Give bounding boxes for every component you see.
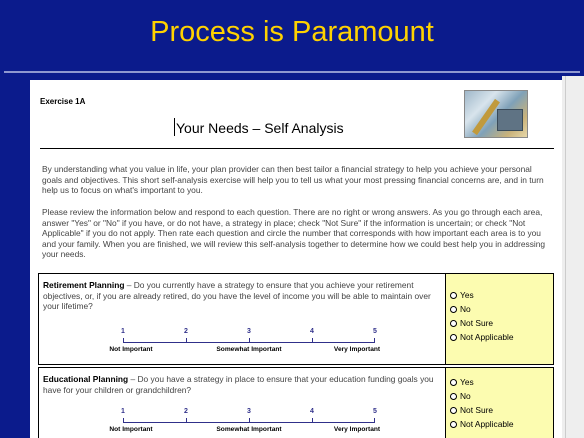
- question-text-cell: [39, 274, 445, 364]
- scale-label-mid: Somewhat Important: [216, 426, 282, 433]
- question-row-education: [38, 367, 554, 438]
- option-label: No: [460, 391, 471, 401]
- option-no[interactable]: [450, 391, 471, 401]
- scale-number[interactable]: 5: [373, 408, 377, 415]
- scale-label-high: Very Important: [333, 346, 381, 353]
- option-label: Not Applicable: [460, 419, 514, 429]
- pen-graphic: [472, 99, 500, 135]
- scale-number[interactable]: 2: [184, 408, 188, 415]
- question-row-retirement: [38, 273, 554, 365]
- side-scroll-strip: [562, 76, 584, 438]
- scale-number[interactable]: 3: [247, 408, 251, 415]
- question-body: – Do you have a strategy in place to ensure that your education funding goals you have for your children or grandchildren?: [43, 374, 434, 395]
- scale-number[interactable]: 5: [373, 328, 377, 335]
- document-page: [30, 80, 562, 438]
- radio-icon[interactable]: [450, 334, 457, 341]
- scale-number[interactable]: 3: [247, 328, 251, 335]
- slide-title-bar: [0, 0, 584, 70]
- scale-tick: [312, 338, 313, 343]
- exercise-label: Exercise 1A: [40, 97, 86, 106]
- option-label: Not Applicable: [460, 332, 514, 342]
- option-label: Not Sure: [460, 405, 494, 415]
- question-text: [43, 374, 441, 395]
- question-heading: Educational Planning: [43, 374, 129, 384]
- scale-tick: [312, 418, 313, 423]
- option-label: Not Sure: [460, 318, 494, 328]
- option-not-applicable[interactable]: [450, 419, 514, 429]
- radio-icon[interactable]: [450, 379, 457, 386]
- radio-icon[interactable]: [450, 393, 457, 400]
- radio-icon[interactable]: [450, 421, 457, 428]
- radio-icon[interactable]: [450, 320, 457, 327]
- document-title: Your Needs – Self Analysis: [176, 120, 344, 136]
- scale-tick: [123, 418, 124, 423]
- intro-paragraph: By understanding what you value in life, your plan provider can then best tailor a financial strategy to help you achieve your personal goals and objectives. This short self-analysis exercise will help you to tell us what your most pressing financial concerns are, and in turn help us to focus on what's important to you.: [42, 164, 544, 196]
- scale-tick: [374, 338, 375, 343]
- scale-tick: [374, 418, 375, 423]
- answer-options-cell: [445, 274, 553, 364]
- finance-image: [464, 90, 528, 138]
- radio-icon[interactable]: [450, 306, 457, 313]
- option-label: No: [460, 304, 471, 314]
- question-text: [43, 280, 441, 312]
- radio-icon[interactable]: [450, 292, 457, 299]
- answer-options-cell: [445, 368, 553, 438]
- importance-scale: [109, 328, 381, 358]
- scale-tick: [186, 418, 187, 423]
- title-underline: [40, 148, 554, 149]
- scale-label-high: Very Important: [333, 426, 381, 433]
- option-not-applicable[interactable]: [450, 332, 514, 342]
- text-cursor: [174, 118, 175, 136]
- scale-number[interactable]: 1: [121, 328, 125, 335]
- option-label: Yes: [460, 377, 474, 387]
- option-no[interactable]: [450, 304, 471, 314]
- scale-label-mid: Somewhat Important: [216, 346, 282, 353]
- radio-icon[interactable]: [450, 407, 457, 414]
- scale-number[interactable]: 4: [310, 408, 314, 415]
- title-divider: [4, 71, 580, 73]
- option-not-sure[interactable]: [450, 405, 493, 415]
- scale-tick: [249, 418, 250, 423]
- scale-label-low: Not Important: [109, 426, 153, 433]
- option-label: Yes: [460, 290, 474, 300]
- question-text-cell: [39, 368, 445, 438]
- scale-number[interactable]: 2: [184, 328, 188, 335]
- scale-label-low: Not Important: [109, 346, 153, 353]
- slide-title: Process is Paramount: [150, 16, 434, 48]
- importance-scale: [109, 408, 381, 438]
- option-yes[interactable]: [450, 290, 474, 300]
- scale-tick: [123, 338, 124, 343]
- scale-tick: [249, 338, 250, 343]
- question-body: – Do you currently have a strategy to ensure that you achieve your retirement objectives, or, if you are already retired, do you have the level of income you will be able to maintain over your lifetime?: [43, 280, 431, 312]
- question-heading: Retirement Planning: [43, 280, 125, 290]
- option-yes[interactable]: [450, 377, 474, 387]
- instructions-paragraph: Please review the information below and respond to each question. There are no right or wrong answers. As you go through each area, answer "Yes" or "No" if you have, or do not have, a strategy in place; check "Not Sure" if the information is uncertain; or check "Not Applicable" if you do not apply. Then rate each question and circle the number that corresponds with how important each area is to you and your family. When you are finished, we will review this self-analysis together to determine how we could best help you in addressing your needs.: [42, 207, 546, 260]
- scale-number[interactable]: 1: [121, 408, 125, 415]
- scale-number[interactable]: 4: [310, 328, 314, 335]
- calculator-graphic: [497, 109, 523, 131]
- option-not-sure[interactable]: [450, 318, 493, 328]
- scale-tick: [186, 338, 187, 343]
